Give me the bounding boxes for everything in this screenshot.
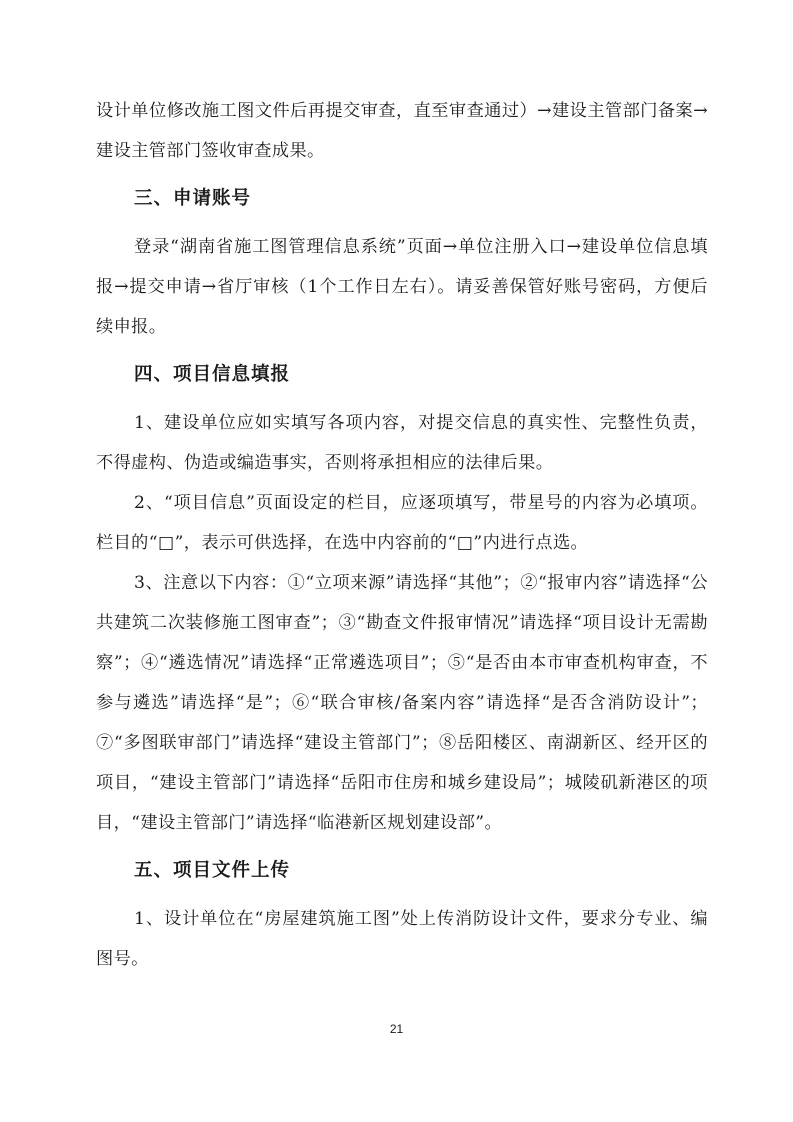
section-heading-apply-account: 三、申请账号 — [134, 188, 252, 209]
project-info-item-1: 1、建设单位应如实填写各项内容，对提交信息的真实性、完整性负责，不得虚构、伪造或编造事实，否则将承担相应的法律后果。 — [96, 413, 708, 473]
page-number: 21 — [389, 1022, 404, 1036]
apply-account-paragraph: 登录“湖南省施工图管理信息系统”页面→单位注册入口→建设单位信息填报→提交申请→省厅审核（1个工作日左右）。请妥善保管好账号密码，方便后续申报。 — [96, 237, 708, 337]
project-info-item-2: 2、“项目信息”页面设定的栏目，应逐项填写，带星号的内容为必填项。栏目的“□”，表示可供选择，在选中内容前的“□”内进行点选。 — [96, 493, 708, 553]
project-info-item-3: 3、注意以下内容：①“立项来源”请选择“其他”；②“报审内容”请选择“公共建筑二次装修施工图审查”；③“勘查文件报审情况”请选择“项目设计无需勘察”；④“遴选情况”请选择“正常遴选项目”；⑤“是否由本市审查机构审查，不参与遴选”请选择“是”；⑥“联合审核/备案内容”请选择“是否含消防设计”；⑦“多图联审部门”请选择“建设主管部门”；⑧岳阳楼区、南湖新区、经开区的项目，“建设主管部门”请选择“岳阳市住房和城乡建设局”；城陵矶新港区的项目，“建设主管部门”请选择“临港新区规划建设部”。 — [96, 573, 708, 833]
section-heading-project-info: 四、项目信息填报 — [134, 364, 291, 385]
section-heading-file-upload: 五、项目文件上传 — [134, 860, 291, 881]
file-upload-item-1: 1、设计单位在“房屋建筑施工图”处上传消防设计文件，要求分专业、编图号。 — [96, 909, 708, 969]
intro-paragraph: 设计单位修改施工图文件后再提交审查，直至审查通过）→建设主管部门备案→建设主管部门签收审查成果。 — [96, 101, 708, 161]
page-content — [96, 91, 708, 979]
